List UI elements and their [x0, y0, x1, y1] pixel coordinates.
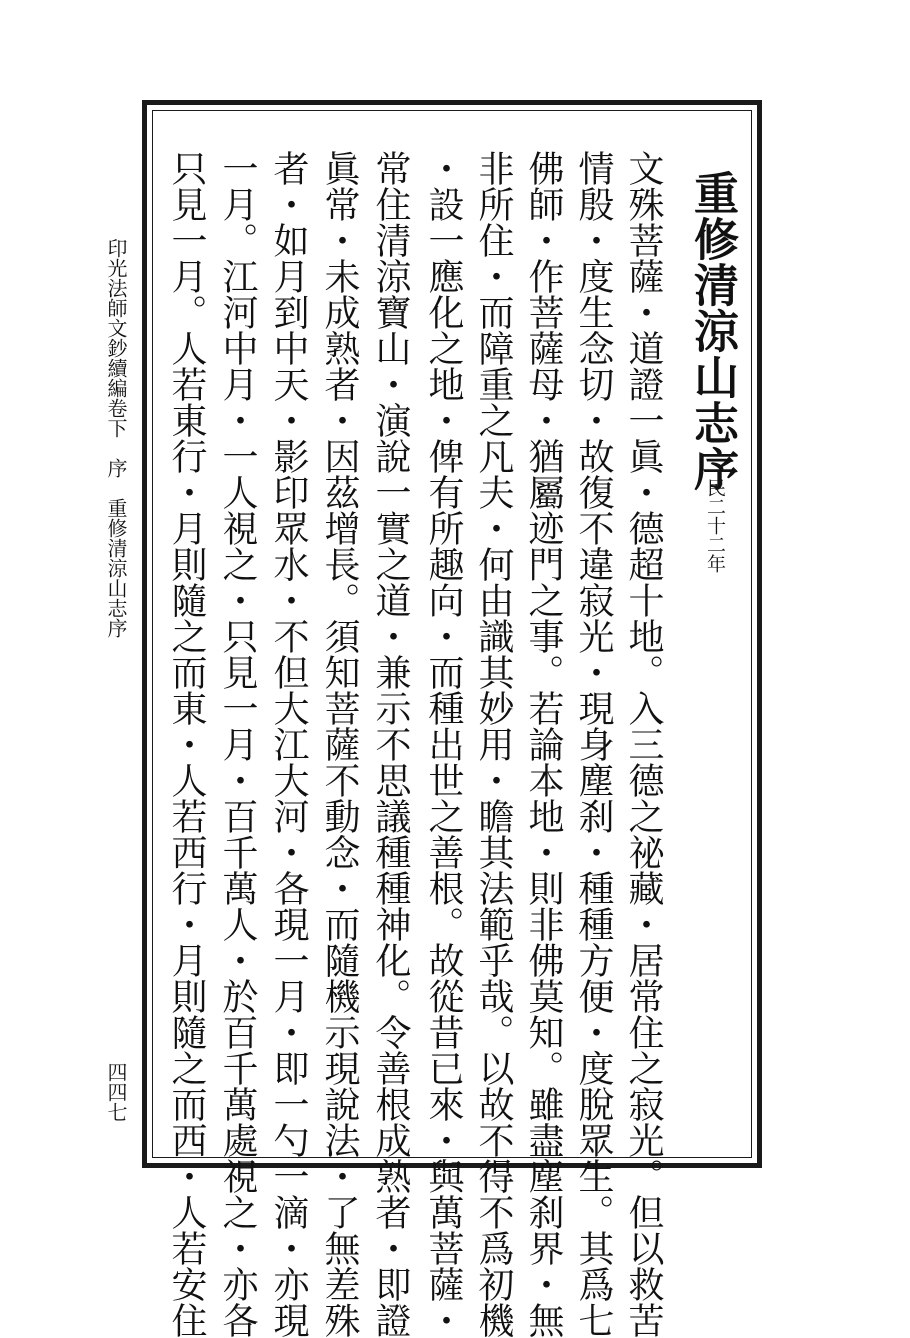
text-column: 情殷・度生念切・故復不違寂光・現身塵刹・種種方便・度脫眾生。其爲七 — [573, 150, 614, 1338]
text-column: 佛師・作菩薩母・猶屬迹門之事。若論本地・則非佛莫知。雖盡塵刹界・無 — [523, 150, 564, 1338]
document-date: 民二十二年 — [704, 478, 726, 573]
page-number: 四四七 — [104, 1062, 128, 1122]
document-title: 重修清涼山志序 — [686, 170, 739, 492]
text-column: 一月。江河中月・一人視之・只見一月・百千萬人・於百千萬處視之・亦各 — [217, 150, 258, 1338]
text-column: 眞常・未成熟者・因茲增長。須知菩薩不動念・而隨機示現說法・了無差殊 — [319, 150, 360, 1338]
text-column: 者・如月到中天・影印眾水・不但大江大河・各現一月・即一勺一滴・亦現 — [268, 150, 309, 1338]
text-column: 文殊菩薩・道證一眞・德超十地。入三德之祕藏・居常住之寂光。但以救苦 — [623, 150, 664, 1338]
text-column: 只見一月。人若東行・月則隨之而東・人若西行・月則隨之而西・人若安住 — [166, 150, 207, 1338]
text-column: ・設一應化之地・俾有所趣向・而種出世之善根。故從昔已來・與萬菩薩・ — [423, 150, 464, 1338]
text-column: 非所住・而障重之凡夫・何由識其妙用・瞻其法範乎哉。以故不得不爲初機 — [473, 150, 514, 1338]
text-column: 常住清涼寶山・演說一實之道・兼示不思議種種神化。令善根成熟者・即證 — [370, 150, 411, 1338]
running-header: 印光法師文鈔續編卷下 序 重修清涼山志序 — [104, 238, 128, 638]
